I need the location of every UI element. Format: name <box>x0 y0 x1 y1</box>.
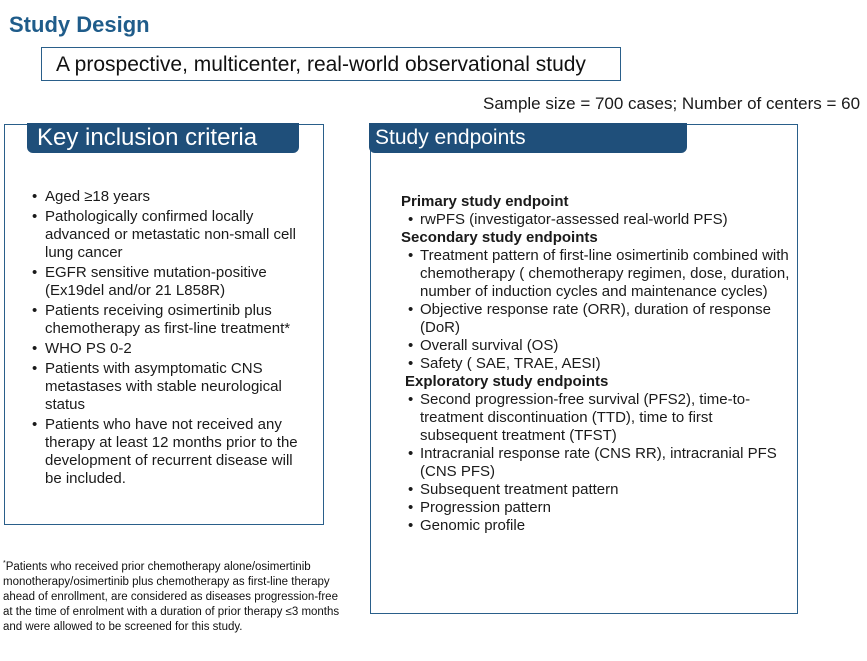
list-item: • Treatment pattern of first-line osimertinib combined with chemotherapy ( chemotherapy regimen, dose, duration, number of induction cycles and maintenance cycles) <box>401 247 793 301</box>
footnote-marker: * <box>3 560 6 567</box>
secondary-endpoint-list <box>401 247 793 373</box>
list-item: • Intracranial response rate (CNS RR), intracranial PFS (CNS PFS) <box>401 445 793 481</box>
study-subtitle: A prospective, multicenter, real-world observational study <box>56 53 586 76</box>
list-item: • Patients who have not received any therapy at least 12 months prior to the development of recurrent disease will be included. <box>29 416 309 488</box>
list-item: • Subsequent treatment pattern <box>401 481 793 499</box>
list-item: • rwPFS (investigator-assessed real-world PFS) <box>401 211 793 229</box>
inclusion-criteria-header: Key inclusion criteria <box>27 123 299 153</box>
primary-endpoint-list <box>401 211 793 229</box>
endpoints-content <box>401 193 793 535</box>
list-item: • Patients receiving osimertinib plus chemotherapy as first-line treatment* <box>29 302 309 338</box>
inclusion-criteria-panel <box>4 124 324 525</box>
footnote-text: Patients who received prior chemotherapy alone/osimertinib monotherapy/osimertinib plus chemotherapy as first-line therapy ahead of enrollment, are considered as diseases progression-free at the time of enrolment with a duration of prior therapy ≤3 months and were allowed to be screened for this study. <box>3 560 340 633</box>
study-endpoints-header: Study endpoints <box>369 123 687 153</box>
sample-size-info: Sample size = 700 cases; Number of centers = 60 <box>483 94 861 113</box>
list-item: • WHO PS 0-2 <box>29 340 309 358</box>
list-item: • Patients with asymptomatic CNS metastases with stable neurological status <box>29 360 309 414</box>
list-item: • Objective response rate (ORR), duration of response (DoR) <box>401 301 793 337</box>
exploratory-endpoint-list <box>401 391 793 535</box>
footnote <box>3 556 341 635</box>
inclusion-criteria-list <box>29 188 309 490</box>
subtitle-box <box>41 47 621 81</box>
secondary-endpoint-heading: Secondary study endpoints <box>401 229 598 246</box>
study-endpoints-panel <box>370 124 798 614</box>
list-item: • Overall survival (OS) <box>401 337 793 355</box>
list-item: • Genomic profile <box>401 517 793 535</box>
list-item: • Pathologically confirmed locally advanced or metastatic non-small cell lung cancer <box>29 208 309 262</box>
primary-endpoint-heading: Primary study endpoint <box>401 193 569 210</box>
page-title: Study Design <box>9 12 150 37</box>
list-item: • EGFR sensitive mutation-positive (Ex19del and/or 21 L858R) <box>29 264 309 300</box>
exploratory-endpoint-heading: Exploratory study endpoints <box>405 373 609 390</box>
list-item: • Aged ≥18 years <box>29 188 309 206</box>
list-item: • Progression pattern <box>401 499 793 517</box>
list-item: • Second progression-free survival (PFS2), time-to-treatment discontinuation (TTD), time to first subsequent treatment (TFST) <box>401 391 793 445</box>
list-item: • Safety ( SAE, TRAE, AESI) <box>401 355 793 373</box>
